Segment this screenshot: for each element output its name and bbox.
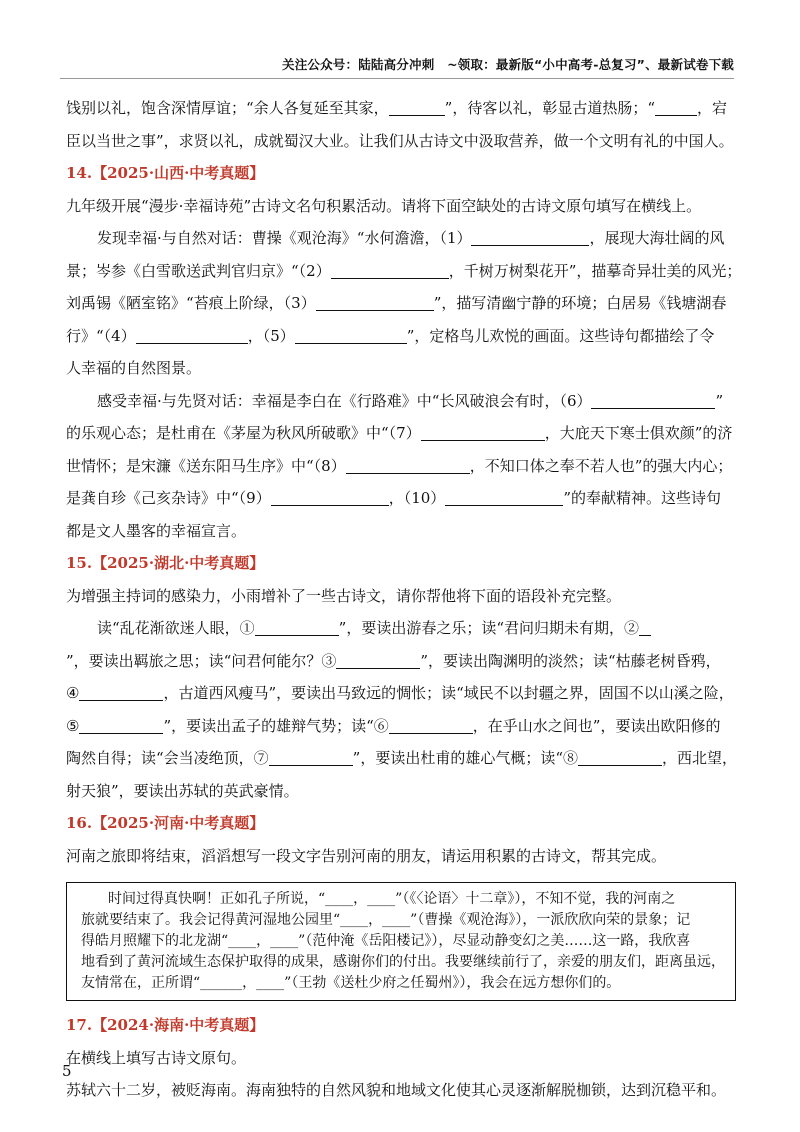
answer-blank-3[interactable] — [316, 292, 434, 311]
q14-paragraph-2-line: 都是文人墨客的幸福宣言。 — [66, 521, 247, 540]
q14-text: 发现幸福·与自然对话：曹操《观沧海》“水何澹澹，（1） — [97, 229, 472, 247]
intro-text: ”，待客以礼，彰显古道热肠；“ — [444, 99, 656, 117]
q14-text: ，（5） — [247, 326, 295, 345]
question-17-instruction: 在横线上填写古诗文原句。 — [66, 1048, 247, 1067]
q15-paragraph-line — [66, 710, 736, 743]
answer-blank-7[interactable] — [421, 422, 545, 441]
question-17-text: 苏轼六十二岁，被贬海南。海南独特的自然风貌和地域文化使其心灵逐渐解脱枷锁，达到沉稳平和。 — [66, 1081, 727, 1099]
q15-text: ”，要读出杜甫的雄心气概；读“⑧ — [352, 749, 579, 767]
answer-blank-circle-4[interactable] — [79, 682, 163, 701]
answer-blank-circle-1[interactable] — [255, 617, 339, 636]
question-15-instruction: 为增强主持词的感染力，小雨增补了一些古诗文，请你帮他将下面的语段补充完整。 — [66, 586, 622, 605]
q14-text: ” — [715, 391, 724, 410]
q14-paragraph-2-line — [66, 482, 736, 515]
q15-text: ④ — [66, 684, 80, 702]
question-14-instruction: 九年级开展“漫步·幸福诗苑”古诗文名句积累活动。请将下面空缺处的古诗文原句填写在横线上。 — [66, 196, 702, 215]
q15-text: 读“乱花渐欲迷人眼，① — [97, 619, 255, 637]
q15-text: ，西北望， — [662, 749, 738, 767]
answer-blank-9[interactable] — [271, 487, 389, 506]
intro-line-1 — [66, 92, 736, 125]
q14-text: 景；岑参《白雪歌送武判官归京》“（2） — [66, 261, 331, 280]
q14-text: 的乐观心态；是杜甫在《茅屋为秋风所破歌》中“（7） — [66, 424, 421, 442]
q15-text: ”，要读出孟子的雄辩气势；读“⑥ — [163, 716, 389, 735]
answer-blank-1[interactable] — [471, 227, 589, 246]
answer-blank-circle-7[interactable] — [269, 747, 353, 766]
q15-text: ，在乎山水之间也”，要读出欧阳修的 — [472, 716, 721, 735]
q14-paragraph-1-line — [66, 255, 742, 288]
q14-text: ，展现大海壮阔的风 — [589, 229, 725, 247]
q14-text: 行》“（4） — [66, 326, 136, 345]
answer-blank-circle-5[interactable] — [79, 715, 163, 734]
q14-text: 感受幸福·与先贤对话：幸福是李白在《行路难》中“长风破浪会有时，（6） — [97, 391, 592, 410]
q15-text: 陶然自得；读“会当凌绝顶，⑦ — [66, 749, 269, 767]
answer-blank-4[interactable] — [136, 325, 248, 344]
intro-line-2: 臣以当世之事”，求贤以礼，成就蜀汉大业。让我们从古诗文中汲取营养，做一个文明有礼的中国人。 — [66, 131, 734, 150]
q14-paragraph-2-line — [66, 450, 736, 483]
q14-paragraph-2-line — [66, 417, 736, 450]
q16-box-line: 地看到了黄河流域生态保护取得的成果，感谢你们的付出。我要继续前行了，亲爱的朋友们，距离虽远， — [81, 954, 725, 970]
q14-text: ”的奉献精神。这些诗句 — [563, 489, 721, 507]
q15-paragraph-line — [66, 677, 736, 710]
q14-paragraph-1-line: 人幸福的自然图景。 — [66, 359, 202, 377]
header-divider — [60, 78, 734, 79]
q14-text: ”，定格鸟儿欢悦的画面。这些诗句都描绘了令 — [406, 326, 715, 345]
q16-box-line: 时间过得真快啊！正如孔子所说，“____，____”（《〈论语〉十二章》），不知不觉，我的河南之 — [108, 891, 676, 907]
answer-blank-6[interactable] — [591, 390, 715, 409]
q16-box-line: 友情常在，正所谓“______，____”（王勃《送杜少府之任蜀州》），我会在远方想你们的。 — [81, 975, 621, 991]
q14-paragraph-1-line — [66, 320, 736, 353]
page-number: 5 — [62, 1062, 72, 1080]
q15-paragraph-line — [66, 645, 736, 678]
q14-text: ”，描写清幽宁静的环境；白居易《钱塘湖春 — [433, 294, 727, 312]
q14-text: ，大庇天下寒士俱欢颜”的济 — [544, 424, 733, 442]
q14-text: 是龚自珍《己亥杂诗》中“（9） — [66, 489, 271, 507]
page-header: 关注公众号：陆陆高分冲刺 ~领取：最新版“小中高考-总复习”、最新试卷下载 — [282, 57, 734, 72]
question-16-heading: 16.【2025·河南·中考真题】 — [66, 814, 265, 832]
q15-paragraph-line — [66, 742, 736, 775]
q14-text: 世情怀；是宋濂《送东阳马生序》中“（8） — [66, 456, 346, 475]
page-content — [66, 92, 742, 1107]
answer-blank-circle-2[interactable] — [639, 617, 651, 636]
q15-text: ”，要读出陶渊明的淡然；读“枯藤老树昏鸦， — [420, 651, 721, 670]
q16-text-box — [66, 882, 736, 1001]
q15-text: ，古道西风瘦马”，要读出马致远的惆怅；读“域民不以封疆之界，固国不以山溪之险， — [163, 684, 734, 702]
q14-text: ，千树万树梨花开”，描摹奇异壮美的风光； — [448, 261, 742, 280]
question-17-heading: 17.【2024·海南·中考真题】 — [66, 1016, 265, 1034]
answer-blank[interactable] — [655, 97, 697, 116]
answer-blank-2[interactable] — [331, 260, 449, 279]
q14-paragraph-2-line — [66, 385, 736, 418]
q14-text: ，不知口体之奉不若人也”的强大内心； — [469, 456, 733, 475]
q15-text: ”，要读出羁旅之思；读“问君何能尔？③ — [66, 651, 337, 670]
answer-blank-circle-6[interactable] — [389, 715, 473, 734]
answer-blank-circle-3[interactable] — [336, 650, 420, 669]
q15-paragraph-line: 射天狼”，要读出苏轼的英武豪情。 — [66, 781, 299, 800]
q14-paragraph-1-line — [66, 222, 736, 255]
answer-blank-10[interactable] — [445, 487, 563, 506]
intro-text: ，宕 — [697, 99, 728, 117]
intro-text: 饯别以礼，饱含深情厚谊；“余人各复延至其家， — [66, 99, 389, 117]
answer-blank-8[interactable] — [346, 455, 470, 474]
q16-box-line: 得皓月照耀下的北龙湖“____，____”（范仲淹《岳阳楼记》），尽显动静变幻之美……这一路，我欣喜 — [81, 933, 691, 949]
q14-text: ，（10） — [388, 489, 446, 507]
q15-text: ⑤ — [66, 716, 80, 735]
q16-box-line: 旅就要结束了。我会记得黄河湿地公园里“____，____”（曹操《观沧海》），一派欣欣向荣的景象；记 — [81, 912, 691, 928]
answer-blank-circle-8[interactable] — [578, 747, 662, 766]
question-16-instruction: 河南之旅即将结束，滔滔想写一段文字告别河南的朋友，请运用积累的古诗文，帮其完成。 — [66, 846, 667, 865]
q15-text: ”，要读出游春之乐；读“君问归期未有期，② — [338, 619, 640, 637]
q14-paragraph-1-line — [66, 287, 736, 320]
q15-paragraph-line — [66, 612, 736, 645]
q14-text: 刘禹锡《陋室铭》“苔痕上阶绿，（3） — [66, 294, 316, 312]
question-15-heading: 15.【2025·湖北·中考真题】 — [66, 554, 265, 572]
answer-blank[interactable] — [389, 97, 445, 116]
question-14-heading: 14.【2025·山西·中考真题】 — [66, 164, 265, 182]
answer-blank-5[interactable] — [295, 325, 407, 344]
